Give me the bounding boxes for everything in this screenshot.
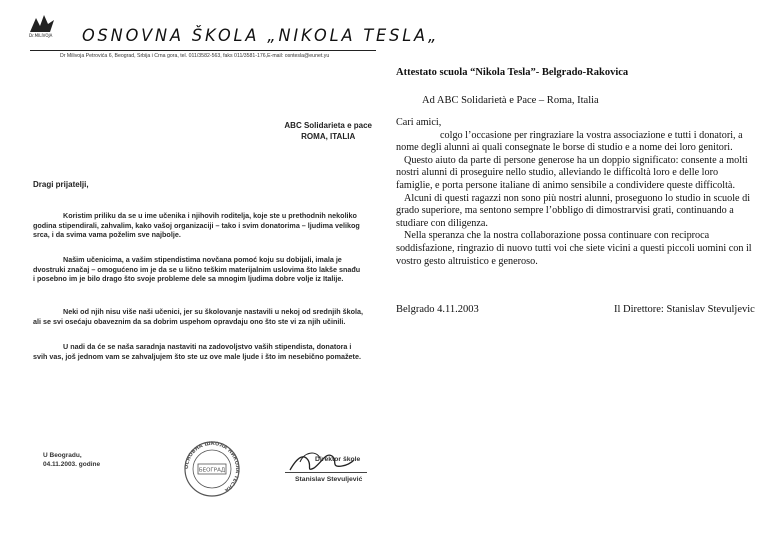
letter-greeting: Dragi prijatelji, bbox=[33, 180, 89, 189]
school-name: OSNOVNA ŠKOLA „NIKOLA TESLA„ bbox=[82, 26, 440, 46]
translation-body bbox=[396, 117, 756, 268]
school-stamp bbox=[178, 440, 246, 498]
header-rule bbox=[30, 50, 376, 51]
handwritten-signature bbox=[286, 446, 356, 480]
translation-paragraph: Questo aiuto da parte di persone generose ha un doppio significato: consente a molti nostri alunni di proseguire nello studio, alleviando le difficoltà loro e delle loro famiglie, e porta persone italiane di animo sensibile a condividere queste difficoltà. bbox=[396, 154, 748, 191]
translation-paragraph: Alcuni di questi ragazzi non sono più nostri alunni, proseguono lo studio in scuole di grado superiore, ma sentono sempre l’obbligo di dimostrarvisi grati, continuando a studiare con diligenza. bbox=[396, 192, 751, 229]
translation-director: Il Direttore: Stanislav Stevuljevic bbox=[614, 304, 755, 315]
director-name: Stanislav Stevuljević bbox=[295, 476, 363, 483]
recipient-line1: ABC Solidarieta e pace bbox=[284, 121, 372, 130]
school-logo bbox=[28, 12, 56, 38]
translation-place-date: Belgrado 4.11.2003 bbox=[396, 304, 479, 315]
letter-date: 04.11.2003. godine bbox=[43, 461, 101, 468]
letter-paragraph: Neki od njih nisu više naši učenici, jer su školovanje nastavili u nekoj od srednjih škola, ali se svi osećaju obaveznim da sa dobrim uspehom opravdaju ono što ste vi za njih učinili. bbox=[33, 307, 363, 326]
stamp-center-text: БЕОГРАД bbox=[198, 467, 226, 474]
letter-recipient bbox=[284, 120, 372, 142]
letter-place: U Beogradu, bbox=[43, 452, 82, 459]
stamp-ring-text: ОСНОВНА ШКОЛА НИКОЛА ТЕСЛА bbox=[183, 440, 241, 493]
signature-line bbox=[285, 472, 367, 473]
letter-paragraph: Našim učenicima, a vašim stipendistima novčana pomoć koju su dobijali, imala je dvostruki značaj – omogućeno im je da se u lično teškim materijalnim uslovima što lakše snađu i posebno im je bilo drago što svoje probleme dele sa mnogim ljudima dobre volje iz Italije. bbox=[33, 255, 361, 284]
recipient-line2: ROMA, ITALIA bbox=[301, 132, 356, 141]
letter-paragraph: Koristim priliku da se u ime učenika i njihovih roditelja, koje ste u prethodnih nekoliko godina stipendirali, zahvalim, kako vašoj organizaciji – tako i svim donatorima – ljudima velikog srca, i da svima vama poželim sve najbolje. bbox=[33, 211, 360, 240]
letter-paragraph: U nadi da će se naša saradnja nastaviti na zadovoljstvo vaših stipendista, donatora i svih vas, još jednom vam se zahvaljujem što ste uz ove male ljude i što im nesebično pomažete. bbox=[33, 342, 361, 361]
school-address: Dr Milivoja Petrovića 6, Beograd, Srbija i Crna gora, tel. 011/3582-563, faks 011/3581-176,E-mail: osntesla@eunet.yu bbox=[60, 53, 330, 59]
italian-translation bbox=[392, 0, 768, 543]
translation-paragraph: Nella speranza che la nostra collaborazione possa continuare con reciproca soddisfazione, ringrazio di nuovo tutti voi che siete vicini a questi piccoli uomini con il vostro gesto altruistico e generoso. bbox=[396, 230, 752, 267]
translation-salutation: Cari amici, bbox=[396, 117, 442, 128]
translation-recipient: Ad ABC Solidarietà e Pace – Roma, Italia bbox=[422, 95, 599, 106]
translation-paragraph: colgo l’occasione per ringraziare la vostra associazione e tutti i donatori, a nome degli alunni ai quali consegnate le borse di studio e a nome dei loro genitori. bbox=[396, 129, 743, 154]
director-label: Direktor škole bbox=[315, 456, 361, 463]
logo-text: Dr.MILIVOJA bbox=[29, 33, 53, 38]
letter-place-date bbox=[43, 451, 100, 469]
translation-title: Attestato scuola “Nikola Tesla”- Belgrado-Rakovica bbox=[396, 67, 629, 78]
